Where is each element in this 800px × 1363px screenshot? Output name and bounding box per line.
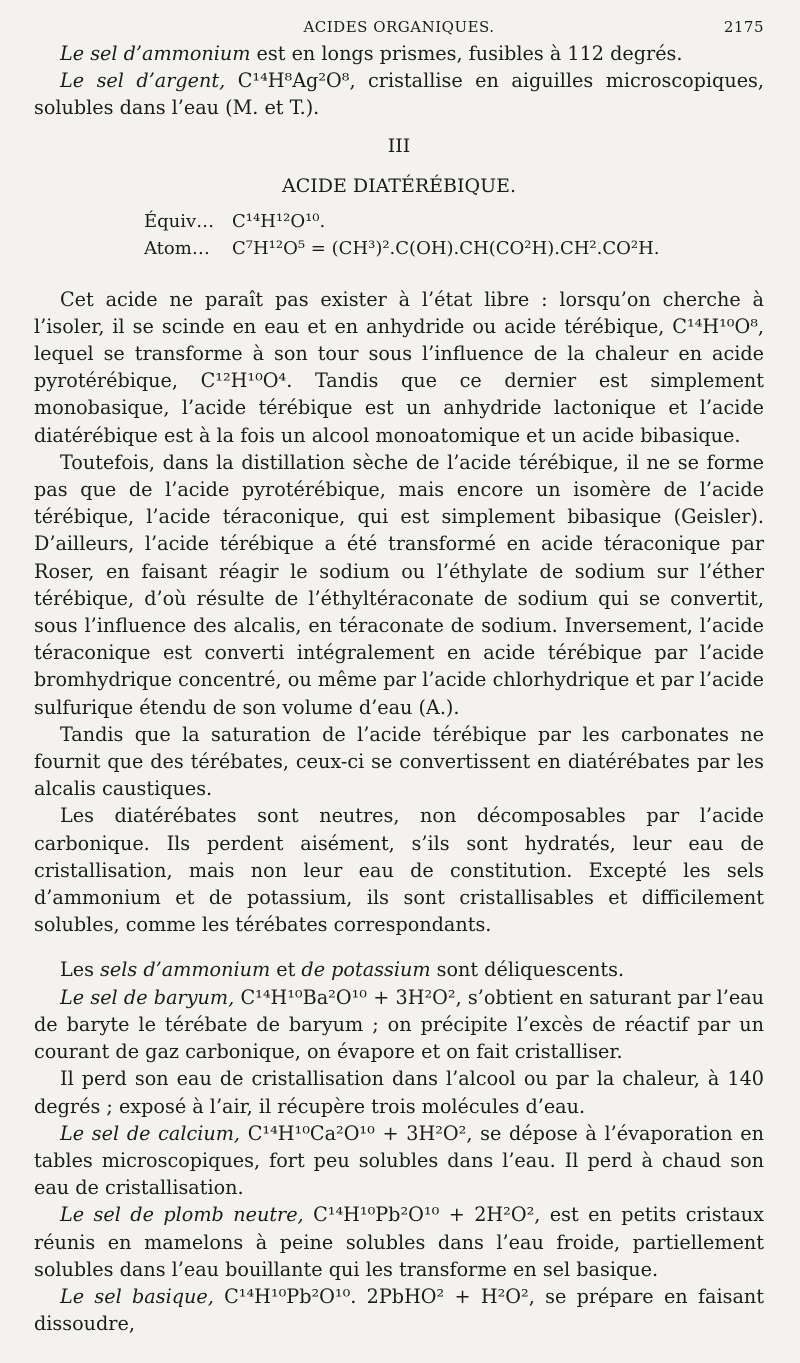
salt-label: Le sel d’ammonium — [60, 42, 251, 65]
section-title: ACIDE DIATÉRÉBIQUE. — [281, 174, 516, 197]
paragraph-calcium-salt — [34, 1120, 764, 1202]
salt-label: Le sel d’argent, — [60, 69, 226, 93]
salt-label: Le sel de plomb neutre, — [60, 1203, 304, 1227]
running-title: ACIDES ORGANIQUES. — [303, 18, 495, 36]
formula-label: Atom… — [144, 237, 210, 259]
paragraph-barium-salt — [34, 984, 764, 1066]
paragraph-text: C¹⁴H¹⁰Pb²O¹⁰ + 2H²O², est en petits cristaux réunis en mamelons à peine solubles dans l’eau froide, partiellement solubles dans l’eau bouillante qui les transforme en sel basique. — [34, 1203, 764, 1281]
formula-value: C⁷H¹²O⁵ = (CH³)².C(OH).CH(CO²H).CH².CO²H. — [232, 237, 660, 259]
section-number: III — [387, 134, 411, 157]
formula-equiv — [34, 208, 764, 235]
paragraph-silver-salt — [34, 67, 764, 121]
paragraph-text: est en longs prismes, fusibles à 112 degrés. — [250, 42, 683, 65]
paragraph-ammonium-salt — [34, 40, 764, 67]
body-paragraph: Toutefois, dans la distillation sèche de l’acide térébique, il ne se forme pas que de l’acide pyrotérébique, mais encore un isomère de l’acide térébique, l’acide téraconique, qui est simplement bibasique (Geisler). D’ailleurs, l’acide térébique a été transformé en acide téraconique par Roser, en faisant réagir le sodium ou l’éthylate de sodium sur l’éther térébique, d’où résulte de l’éthyltéraconate de sodium qui se convertit, sous l’influence des alcalis, en téraconate de sodium. Inversement, l’acide téraconique est converti intégralement en acide térébique par l’acide bromhydrique concentré, ou même par l’acide chlorhydrique et par l’acide sulfurique étendu de son volume d’eau (A.). — [34, 450, 764, 719]
paragraph-text: Les — [60, 958, 101, 982]
paragraph-text: C¹⁴H¹⁰Ca²O¹⁰ + 3H²O², se dépose à l’évaporation en tables microscopiques, fort peu solubles dans l’eau. Il perd à chaud son eau de cristallisation. — [34, 1121, 764, 1200]
body-paragraph: Tandis que la saturation de l’acide térébique par les carbonates ne fournit que des térébates, ceux-ci se convertissent en diatérébates par les alcalis caustiques. — [34, 722, 764, 801]
paragraph-basic-lead-salt — [34, 1283, 764, 1337]
body-paragraph: Les diatérébates sont neutres, non décomposables par l’acide carbonique. Ils perdent aisément, s’ils sont hydratés, leur eau de cristallisation, mais non leur eau de constitution. Excepté les sels d’ammonium et de potassium, ils sont cristallisables et difficilement solubles, comme les térébates correspondants. — [34, 804, 764, 937]
salt-label: Le sel de calcium, — [60, 1121, 241, 1145]
page-number: 2175 — [723, 18, 764, 36]
paragraph-deliquescent-salts — [34, 956, 764, 983]
formula-atom — [34, 235, 764, 262]
paragraph-text: sont déliquescents. — [430, 958, 625, 982]
salt-label: Le sel basique, — [60, 1284, 214, 1308]
formula-label: Équiv… — [144, 210, 215, 232]
paragraph-text: C¹⁴H¹⁰Pb²O¹⁰. 2PbHO² + H²O², se prépare en faisant dissoudre, — [34, 1284, 764, 1336]
formula-value: C¹⁴H¹²O¹⁰. — [232, 210, 326, 232]
salt-label: de potassium — [301, 958, 431, 982]
paragraph-text: C¹⁴H¹⁰Ba²O¹⁰ + 3H²O², s’obtient en saturant par l’eau de baryte le térébate de baryum ; on précipite l’excès de réactif par un courant de gaz carbonique, on évapore et on fait cristalliser. — [34, 985, 764, 1064]
paragraph-text: C¹⁴H⁸Ag²O⁸, cristallise en aiguilles microscopiques, solubles dans l’eau (M. et T.). — [34, 69, 764, 120]
paragraph-lead-salt — [34, 1201, 764, 1283]
running-header — [34, 10, 764, 40]
body-paragraph: Il perd son eau de cristallisation dans l’alcool ou par la chaleur, à 140 degrés ; exposé à l’air, il récupère trois molécules d’eau. — [34, 1067, 764, 1118]
body-paragraph: Cet acide ne paraît pas exister à l’état libre : lorsqu’on cherche à l’isoler, il se scinde en eau et en anhydride ou acide térébique, C¹⁴H¹⁰O⁸, lequel se transforme à son tour sous l’influence de la chaleur en acide pyrotérébique, C¹²H¹⁰O⁴. Tandis que ce dernier est simplement monobasique, l’acide térébique est un anhydride lactonique et l’acide diatérébique est à la fois un alcool monoatomique et un acide bibasique. — [34, 287, 764, 447]
paragraph-text: et — [270, 958, 302, 982]
salt-label: Le sel de baryum, — [60, 985, 235, 1009]
salt-label: sels d’ammonium — [100, 958, 271, 982]
